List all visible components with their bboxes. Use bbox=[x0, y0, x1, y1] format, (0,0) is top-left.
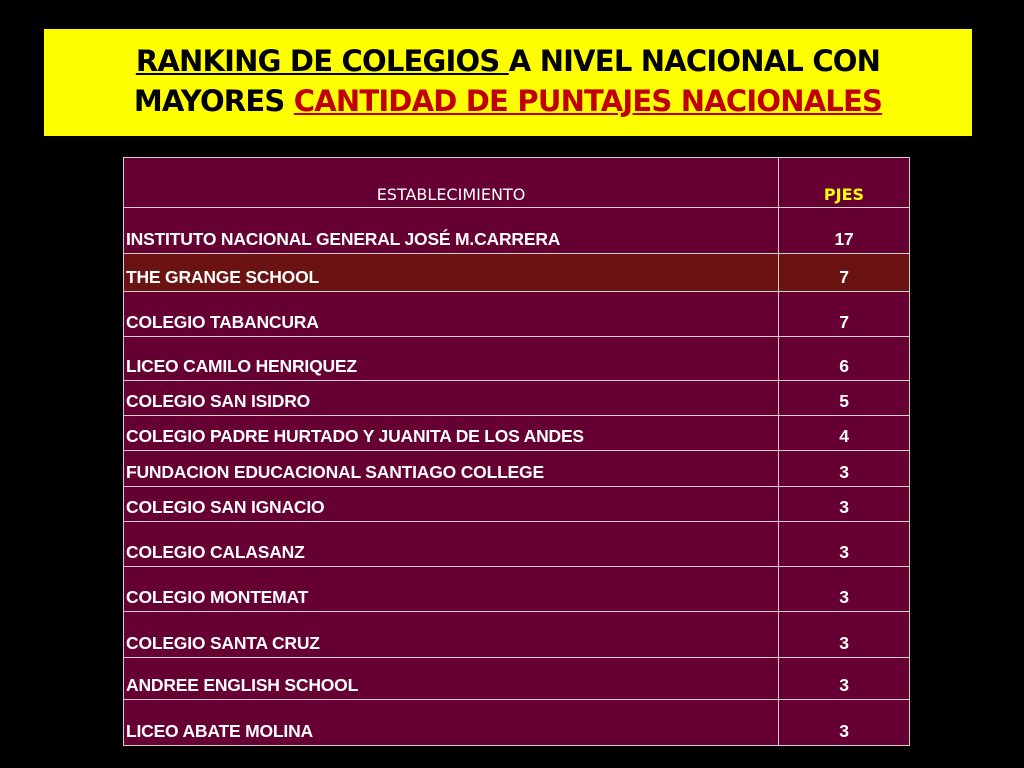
school-name: LICEO ABATE MOLINA bbox=[124, 700, 779, 746]
school-points: 3 bbox=[779, 700, 910, 746]
table-row bbox=[124, 487, 910, 522]
school-points: 7 bbox=[779, 254, 910, 292]
school-points: 7 bbox=[779, 292, 910, 337]
school-name: ANDREE ENGLISH SCHOOL bbox=[124, 658, 779, 700]
title-red: CANTIDAD DE PUNTAJES NACIONALES bbox=[293, 84, 883, 118]
school-points: 3 bbox=[779, 522, 910, 567]
school-points: 6 bbox=[779, 337, 910, 381]
title-line-2 bbox=[44, 81, 972, 121]
title-rest: A NIVEL NACIONAL CON bbox=[508, 44, 881, 78]
school-points: 4 bbox=[779, 416, 910, 451]
table-header-row bbox=[124, 158, 910, 208]
table-row bbox=[124, 612, 910, 658]
table-row bbox=[124, 254, 910, 292]
school-name: COLEGIO SANTA CRUZ bbox=[124, 612, 779, 658]
school-points: 3 bbox=[779, 487, 910, 522]
school-points: 17 bbox=[779, 208, 910, 254]
table-row bbox=[124, 658, 910, 700]
table-row bbox=[124, 700, 910, 746]
table-row bbox=[124, 292, 910, 337]
school-name: COLEGIO PADRE HURTADO Y JUANITA DE LOS ANDES bbox=[124, 416, 779, 451]
table-row bbox=[124, 416, 910, 451]
school-points: 3 bbox=[779, 567, 910, 612]
title-underlined: RANKING DE COLEGIOS bbox=[135, 44, 509, 78]
school-name: COLEGIO SAN ISIDRO bbox=[124, 381, 779, 416]
school-points: 5 bbox=[779, 381, 910, 416]
school-name: LICEO CAMILO HENRIQUEZ bbox=[124, 337, 779, 381]
school-name: THE GRANGE SCHOOL bbox=[124, 254, 779, 292]
title-box bbox=[44, 29, 972, 136]
header-establishment: ESTABLECIMIENTO bbox=[124, 158, 779, 208]
school-name: COLEGIO MONTEMAT bbox=[124, 567, 779, 612]
table-row bbox=[124, 208, 910, 254]
ranking-table bbox=[123, 157, 910, 746]
table-row bbox=[124, 522, 910, 567]
table-row bbox=[124, 337, 910, 381]
school-name: COLEGIO CALASANZ bbox=[124, 522, 779, 567]
title-plain: MAYORES bbox=[133, 84, 294, 118]
school-name: COLEGIO SAN IGNACIO bbox=[124, 487, 779, 522]
school-name: FUNDACION EDUCACIONAL SANTIAGO COLLEGE bbox=[124, 451, 779, 487]
table-row bbox=[124, 567, 910, 612]
table-row bbox=[124, 451, 910, 487]
title-line-1 bbox=[44, 41, 972, 81]
table-row bbox=[124, 381, 910, 416]
school-points: 3 bbox=[779, 612, 910, 658]
header-points: PJES bbox=[779, 158, 910, 208]
school-name: COLEGIO TABANCURA bbox=[124, 292, 779, 337]
school-points: 3 bbox=[779, 451, 910, 487]
school-points: 3 bbox=[779, 658, 910, 700]
school-name: INSTITUTO NACIONAL GENERAL JOSÉ M.CARRERA bbox=[124, 208, 779, 254]
